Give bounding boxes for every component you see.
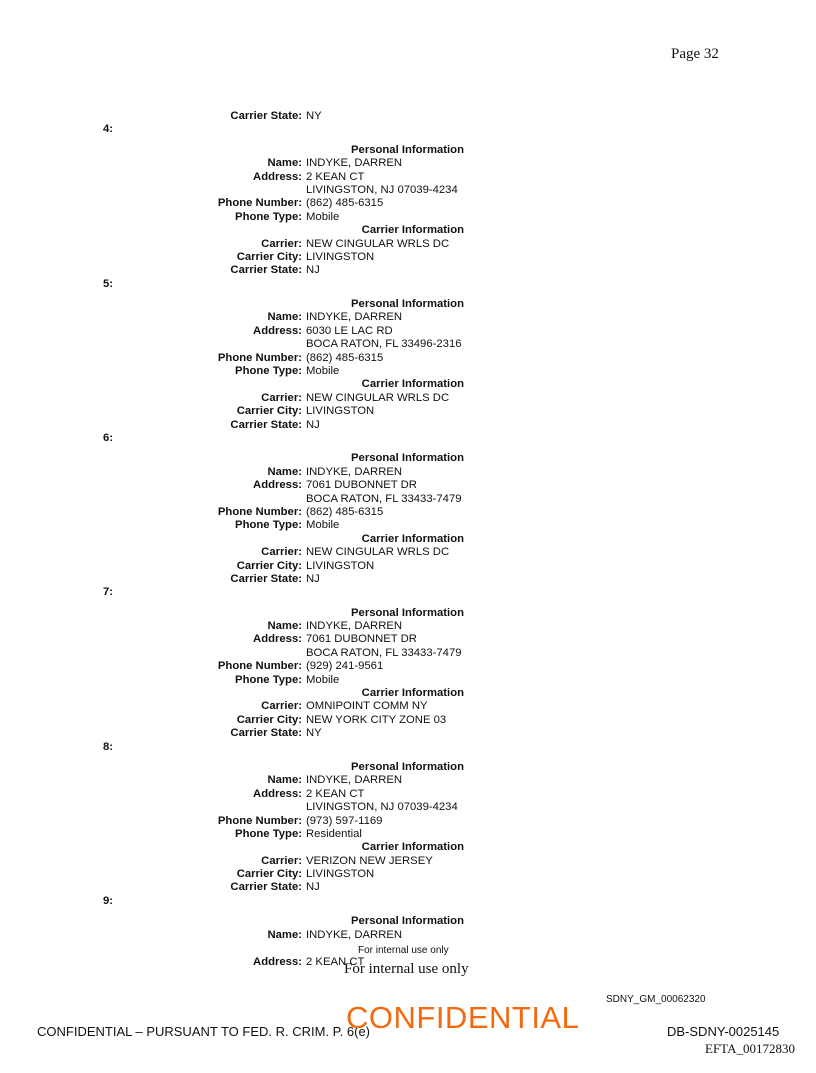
carrier-city-row — [0, 251, 816, 264]
carrier-city-row — [0, 405, 816, 418]
phone-number-value: (862) 485-6315 — [306, 197, 384, 210]
address-row — [0, 633, 816, 646]
personal-info-header-row — [0, 607, 816, 620]
records-list — [0, 110, 816, 969]
record-number: 4: — [103, 123, 114, 136]
address-row — [0, 171, 816, 184]
carrier-city-label: Carrier City: — [236, 868, 302, 881]
phone-number-value: (862) 485-6315 — [306, 505, 384, 518]
confidential-notice: CONFIDENTIAL – PURSUANT TO FED. R. CRIM. P. 6(e) — [37, 1024, 371, 1039]
name-value: INDYKE, DARREN — [306, 774, 403, 787]
carrier-label: Carrier: — [261, 700, 302, 713]
name-label: Name: — [267, 311, 302, 324]
internal-use-note-serif: For internal use only — [344, 961, 469, 977]
name-row — [0, 774, 816, 787]
phone-type-row — [0, 828, 816, 841]
personal-info-header: Personal Information — [351, 298, 464, 311]
name-label: Name: — [267, 774, 302, 787]
carrier-info-header: Carrier Information — [361, 841, 464, 854]
name-value: INDYKE, DARREN — [306, 465, 403, 478]
carrier-info-header-row — [0, 224, 816, 237]
personal-info-header: Personal Information — [351, 606, 464, 619]
carrier-city-row — [0, 560, 816, 573]
phone-type-row — [0, 674, 816, 687]
address-label: Address: — [253, 170, 302, 183]
carrier-info-header-row — [0, 378, 816, 391]
carrier-city-row — [0, 868, 816, 881]
carrier-state-label: Carrier State: — [230, 572, 302, 585]
record-number-row — [0, 123, 816, 136]
carrier-state-row — [0, 881, 816, 894]
personal-info-header-row — [0, 452, 816, 465]
carrier-state-label: Carrier State: — [230, 110, 302, 122]
record-number-row — [0, 741, 816, 754]
carrier-city-value: LIVINGSTON — [306, 868, 375, 881]
phone-type-value: Mobile — [306, 210, 340, 223]
phone-number-label: Phone Number: — [217, 660, 302, 673]
phone-number-label: Phone Number: — [217, 814, 302, 827]
name-value: INDYKE, DARREN — [306, 928, 403, 941]
address-label: Address: — [253, 479, 302, 492]
address-line2-value: LIVINGSTON, NJ 07039-4234 — [306, 801, 458, 814]
name-value: INDYKE, DARREN — [306, 620, 403, 633]
record-number-row — [0, 586, 816, 599]
carrier-label: Carrier: — [261, 237, 302, 250]
phone-number-row — [0, 815, 816, 828]
phone-type-row — [0, 365, 816, 378]
address-line2-value: BOCA RATON, FL 33433-7479 — [306, 492, 462, 505]
address-row — [0, 325, 816, 338]
phone-type-row — [0, 519, 816, 532]
carrier-info-header: Carrier Information — [361, 378, 464, 391]
last-record — [0, 895, 816, 970]
carrier-info-header: Carrier Information — [361, 224, 464, 237]
name-value: INDYKE, DARREN — [306, 157, 403, 170]
phone-type-value: Mobile — [306, 673, 340, 686]
phone-number-value: (929) 241-9561 — [306, 660, 384, 673]
carrier-state-value: NJ — [306, 572, 320, 585]
phone-number-label: Phone Number: — [217, 351, 302, 364]
record-number: 6: — [103, 431, 114, 444]
personal-info-header: Personal Information — [351, 760, 464, 773]
page-number: Page 32 — [671, 46, 719, 62]
bates-gm-number: SDNY_GM_00062320 — [606, 994, 706, 1005]
name-label: Name: — [267, 928, 302, 941]
personal-info-header: Personal Information — [351, 143, 464, 156]
carrier-value: NEW CINGULAR WRLS DC — [306, 391, 450, 404]
carrier-state-value: NJ — [306, 264, 320, 277]
phone-number-label: Phone Number: — [217, 505, 302, 518]
carrier-row — [0, 700, 816, 713]
address-label: Address: — [253, 324, 302, 337]
address-line2-value: LIVINGSTON, NJ 07039-4234 — [306, 183, 458, 196]
carrier-info-header-row — [0, 533, 816, 546]
phone-type-value: Mobile — [306, 365, 340, 378]
personal-info-header-row — [0, 761, 816, 774]
carrier-state-value: NY — [306, 110, 322, 122]
carrier-state-label: Carrier State: — [230, 418, 302, 431]
address-value: 2 KEAN CT — [306, 170, 365, 183]
pre-entry-row — [0, 110, 816, 123]
phone-type-label: Phone Type: — [235, 827, 302, 840]
address-label: Address: — [253, 633, 302, 646]
phone-number-label: Phone Number: — [217, 197, 302, 210]
address-value: 2 KEAN CT — [306, 956, 365, 969]
carrier-row — [0, 855, 816, 868]
personal-info-header-row — [0, 144, 816, 157]
bates-efta-number: EFTA_00172830 — [705, 1041, 795, 1056]
carrier-city-value: LIVINGSTON — [306, 405, 375, 418]
carrier-value: OMNIPOINT COMM NY — [306, 700, 428, 713]
carrier-state-row — [0, 419, 816, 432]
carrier-info-header-row — [0, 841, 816, 854]
phone-number-row — [0, 660, 816, 673]
personal-info-header: Personal Information — [351, 452, 464, 465]
record-block — [0, 278, 816, 432]
address-line2-value: BOCA RATON, FL 33433-7479 — [306, 646, 462, 659]
record-number: 8: — [103, 740, 114, 753]
record-block — [0, 123, 816, 277]
phone-type-label: Phone Type: — [235, 519, 302, 532]
carrier-city-value: LIVINGSTON — [306, 250, 375, 263]
name-row — [0, 466, 816, 479]
record-block — [0, 586, 816, 740]
phone-type-label: Phone Type: — [235, 673, 302, 686]
carrier-row — [0, 238, 816, 251]
record-number: 9: — [103, 894, 114, 907]
record-number: 5: — [103, 277, 114, 290]
address-value: 6030 LE LAC RD — [306, 324, 393, 337]
phone-type-value: Mobile — [306, 519, 340, 532]
carrier-state-label: Carrier State: — [230, 264, 302, 277]
records-container — [0, 123, 816, 894]
phone-number-value: (862) 485-6315 — [306, 351, 384, 364]
carrier-info-header: Carrier Information — [361, 687, 464, 700]
address-value: 7061 DUBONNET DR — [306, 633, 417, 646]
phone-type-value: Residential — [306, 827, 362, 840]
carrier-city-label: Carrier City: — [236, 405, 302, 418]
address-row — [0, 479, 816, 492]
phone-number-value: (973) 597-1169 — [306, 814, 383, 827]
carrier-value: VERIZON NEW JERSEY — [306, 854, 433, 867]
bates-db-number: DB-SDNY-0025145 — [667, 1024, 780, 1039]
carrier-row — [0, 392, 816, 405]
carrier-state-row — [0, 264, 816, 277]
record-number-row — [0, 432, 816, 445]
carrier-state-row — [0, 573, 816, 586]
carrier-info-header-row — [0, 687, 816, 700]
carrier-state-value: NJ — [306, 418, 320, 431]
carrier-value: NEW CINGULAR WRLS DC — [306, 546, 450, 559]
address-line2-row — [0, 647, 816, 660]
name-row — [0, 620, 816, 633]
record-number-row — [0, 278, 816, 291]
carrier-value: NEW CINGULAR WRLS DC — [306, 237, 450, 250]
address-value: 7061 DUBONNET DR — [306, 479, 417, 492]
personal-info-header: Personal Information — [351, 915, 464, 928]
carrier-info-header: Carrier Information — [361, 532, 464, 545]
address-line2-value: BOCA RATON, FL 33496-2316 — [306, 338, 462, 351]
name-row — [0, 157, 816, 170]
carrier-state-label: Carrier State: — [230, 881, 302, 894]
address-value: 2 KEAN CT — [306, 787, 365, 800]
phone-type-label: Phone Type: — [235, 365, 302, 378]
phone-number-row — [0, 506, 816, 519]
address-label: Address: — [253, 956, 302, 969]
phone-number-row — [0, 197, 816, 210]
carrier-label: Carrier: — [261, 854, 302, 867]
address-row — [0, 788, 816, 801]
carrier-state-value: NY — [306, 727, 322, 740]
carrier-city-value: NEW YORK CITY ZONE 03 — [306, 713, 447, 726]
record-block — [0, 741, 816, 895]
carrier-row — [0, 546, 816, 559]
carrier-city-label: Carrier City: — [236, 250, 302, 263]
personal-info-header-row — [0, 298, 816, 311]
carrier-city-label: Carrier City: — [236, 559, 302, 572]
internal-use-text-small: For internal use only — [358, 945, 449, 956]
address-line2-row — [0, 184, 816, 197]
record-block — [0, 432, 816, 586]
confidential-stamp: CONFIDENTIAL — [346, 1000, 580, 1035]
record-number: 7: — [103, 586, 114, 599]
name-label: Name: — [267, 620, 302, 633]
phone-type-label: Phone Type: — [235, 210, 302, 223]
name-value: INDYKE, DARREN — [306, 311, 403, 324]
carrier-label: Carrier: — [261, 546, 302, 559]
phone-number-row — [0, 352, 816, 365]
name-row — [0, 311, 816, 324]
carrier-city-value: LIVINGSTON — [306, 559, 375, 572]
address-line2-row — [0, 493, 816, 506]
carrier-state-row — [0, 727, 816, 740]
carrier-label: Carrier: — [261, 391, 302, 404]
address-label: Address: — [253, 787, 302, 800]
address-line2-row — [0, 801, 816, 814]
carrier-city-row — [0, 714, 816, 727]
carrier-state-label: Carrier State: — [230, 727, 302, 740]
phone-type-row — [0, 211, 816, 224]
name-label: Name: — [267, 157, 302, 170]
carrier-city-label: Carrier City: — [236, 713, 302, 726]
carrier-state-value: NJ — [306, 881, 320, 894]
address-line2-row — [0, 338, 816, 351]
name-label: Name: — [267, 465, 302, 478]
